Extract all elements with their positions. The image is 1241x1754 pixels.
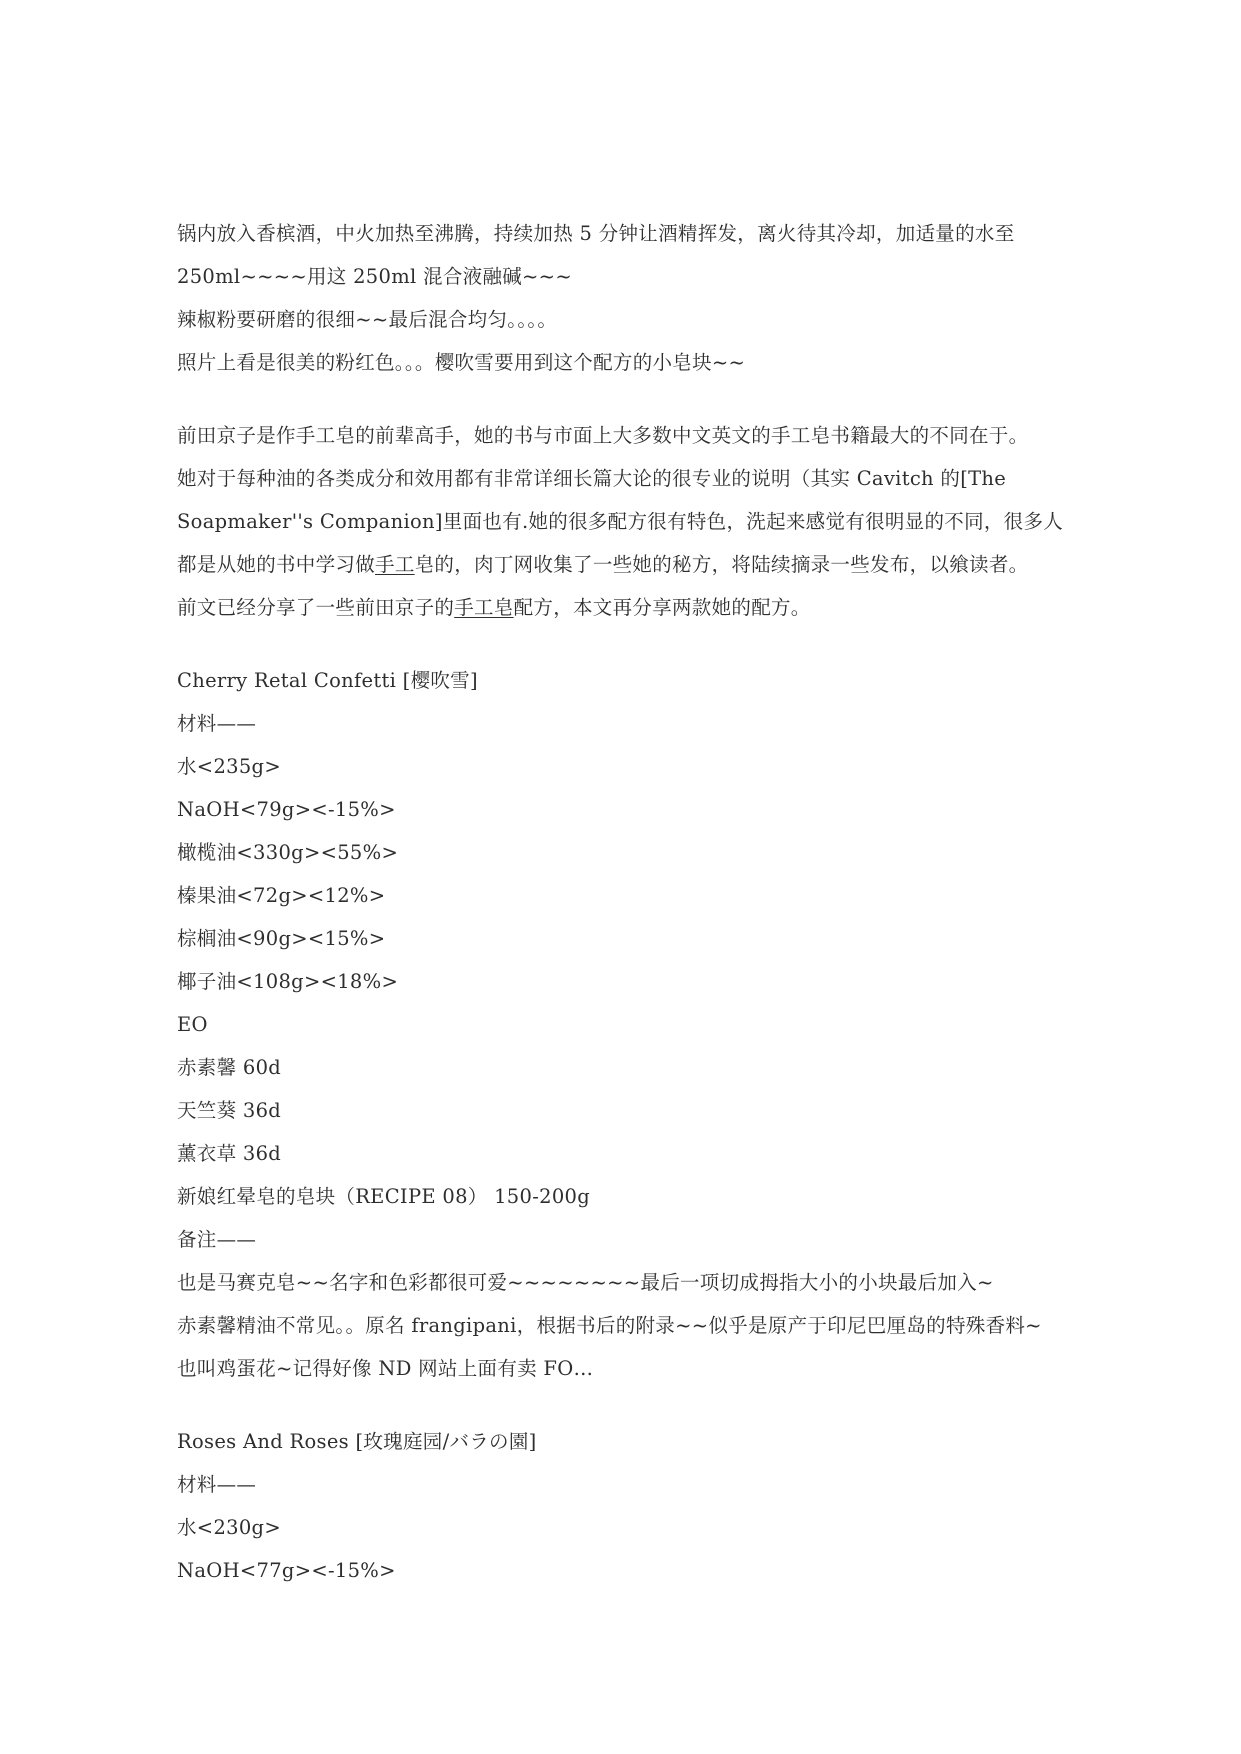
paragraph-gap (177, 1390, 1077, 1420)
intro-line: 250ml~~~~用这 250ml 混合液融碱~~~ (177, 265, 572, 288)
ingredient-item: 榛果油<72g><12%> (177, 884, 386, 907)
about-text: 皂的，肉丁网收集了一些她的秘方，将陆续摘录一些发布，以飨读者。 (414, 553, 1029, 576)
ingredient-item: NaOH<77g><-15%> (177, 1559, 396, 1582)
ingredient-item: 薰衣草 36d (177, 1142, 282, 1165)
ingredient-item: NaOH<79g><-15%> (177, 798, 396, 821)
ingredient-item: 棕榈油<90g><15%> (177, 927, 386, 950)
ingredient-item: 赤素馨 60d (177, 1056, 282, 1079)
materials-label: 材料—— (177, 1473, 257, 1496)
about-line (177, 543, 1077, 586)
intro-line: 辣椒粉要研磨的很细~~最后混合均匀。。。。 (177, 308, 558, 331)
notes-label: 备注—— (177, 1228, 257, 1251)
note-line: 赤素馨精油不常见。。原名 frangipani，根据书后的附录~~似乎是原产于印尼巴厘岛的特殊香料~ (177, 1314, 1042, 1337)
note-line: 也是马赛克皂~~名字和色彩都很可爱~~~~~~~~最后一项切成拇指大小的小块最后加入~ (177, 1271, 994, 1294)
about-line: Soapmaker''s Companion]里面也有.她的很多配方很有特色，洗起来感觉有很明显的不同，很多人 (177, 510, 1064, 533)
paragraph-gap (177, 384, 1077, 414)
ingredient-item: 水<230g> (177, 1516, 281, 1539)
about-line: 前田京子是作手工皂的前辈高手，她的书与市面上大多数中文英文的手工皂书籍最大的不同在于。 (177, 424, 1029, 447)
ingredient-item: 新娘红晕皂的皂块（RECIPE 08） 150-200g (177, 1185, 591, 1208)
paragraph-gap (177, 629, 1077, 659)
recipe-title: Roses And Roses [玫瑰庭园/バラの園] (177, 1430, 537, 1453)
document-body (177, 212, 1077, 1592)
about-line: 她对于每种油的各类成分和效用都有非常详细长篇大论的很专业的说明（其实 Cavitch 的[The (177, 467, 1007, 490)
ingredient-item: 橄榄油<330g><55%> (177, 841, 399, 864)
intro-line: 照片上看是很美的粉红色。。。樱吹雪要用到这个配方的小皂块~~ (177, 351, 746, 374)
about-line (177, 586, 1077, 629)
handmade-link[interactable]: 手工 (375, 553, 415, 576)
ingredient-item: 天竺葵 36d (177, 1099, 282, 1122)
ingredient-item: 水<235g> (177, 755, 281, 778)
ingredient-item: EO (177, 1013, 208, 1036)
about-text: 都是从她的书中学习做 (177, 553, 376, 576)
ingredient-item: 椰子油<108g><18%> (177, 970, 399, 993)
intro-line: 锅内放入香槟酒，中火加热至沸腾，持续加热 5 分钟让酒精挥发，离火待其冷却，加适量的水至 (177, 222, 1015, 245)
about-text: 配方，本文再分享两款她的配方。 (513, 596, 811, 619)
note-line: 也叫鸡蛋花~记得好像 ND 网站上面有卖 FO… (177, 1357, 594, 1380)
recipe-title: Cherry Retal Confetti [樱吹雪] (177, 669, 478, 692)
handmade-soap-link[interactable]: 手工皂 (454, 596, 514, 619)
about-text: 前文已经分享了一些前田京子的 (177, 596, 455, 619)
materials-label: 材料—— (177, 712, 257, 735)
